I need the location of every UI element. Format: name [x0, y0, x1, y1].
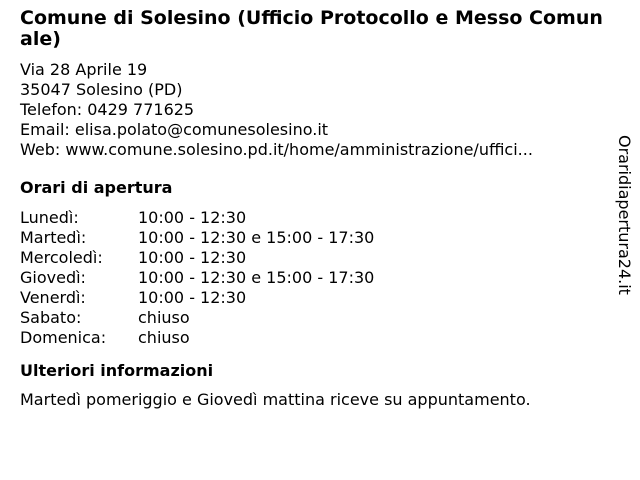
hours-time: chiuso [138, 308, 190, 327]
address-city: 35047 Solesino (PD) [20, 80, 183, 99]
hours-time: 10:00 - 12:30 [138, 248, 247, 267]
office-details [20, 8, 610, 410]
website-link[interactable]: Web: www.comune.solesino.pd.it/home/amministrazione/uffici... [20, 140, 533, 159]
hours-row-saturday [20, 308, 610, 328]
brand-watermark: Oraridiapertura24.it [615, 135, 634, 295]
hours-day: Lunedì: [20, 208, 79, 227]
hours-time: 10:00 - 12:30 [138, 208, 247, 227]
hours-row-monday [20, 208, 610, 228]
hours-time: 10:00 - 12:30 e 15:00 - 17:30 [138, 228, 375, 247]
hours-time: 10:00 - 12:30 [138, 288, 247, 307]
hours-day: Mercoledì: [20, 248, 103, 267]
hours-time: chiuso [138, 328, 190, 347]
additional-info-heading: Ulteriori informazioni [20, 361, 214, 380]
hours-row-thursday [20, 268, 610, 288]
hours-row-sunday [20, 328, 610, 348]
page-title: Comune di Solesino (Ufficio Protocollo e Messo Comunale) [20, 7, 603, 50]
opening-hours-heading: Orari di apertura [20, 178, 173, 197]
hours-day: Domenica: [20, 328, 107, 347]
additional-info-text: Martedì pomeriggio e Giovedì mattina riceve su appuntamento. [20, 390, 531, 409]
hours-row-wednesday [20, 248, 610, 268]
address-street: Via 28 Aprile 19 [20, 60, 148, 79]
hours-row-friday [20, 288, 610, 308]
phone-number[interactable]: Telefon: 0429 771625 [20, 100, 195, 119]
email-address[interactable]: Email: elisa.polato@comunesolesino.it [20, 120, 329, 139]
hours-time: 10:00 - 12:30 e 15:00 - 17:30 [138, 268, 375, 287]
hours-row-tuesday [20, 228, 610, 248]
hours-day: Martedì: [20, 228, 87, 247]
hours-day: Giovedì: [20, 268, 86, 287]
hours-day: Venerdì: [20, 288, 86, 307]
hours-day: Sabato: [20, 308, 82, 327]
